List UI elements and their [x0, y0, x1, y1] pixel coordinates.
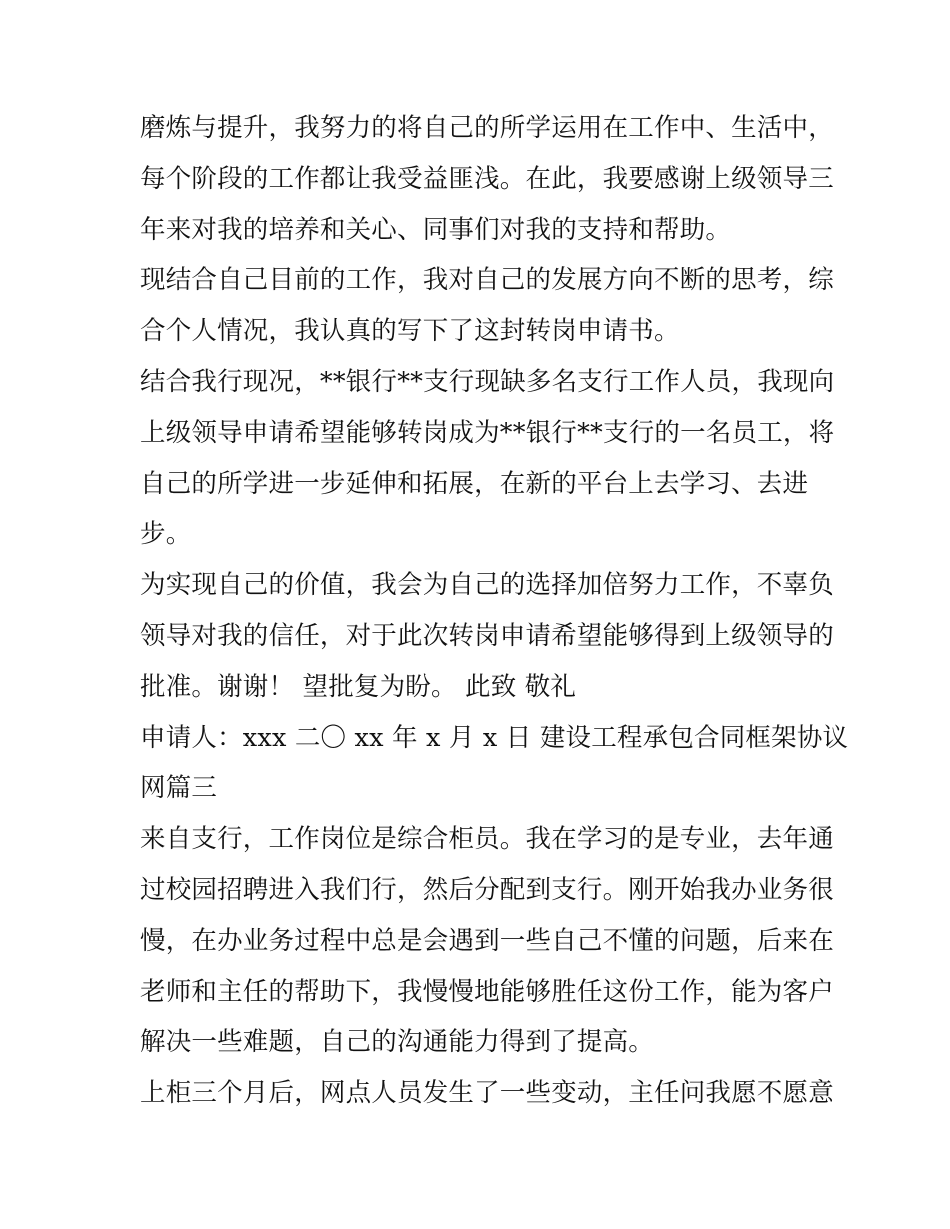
text-line: 步。 — [140, 519, 192, 550]
text-line: 现结合自己目前的工作，我对自己的发展方向不断的思考，综 — [140, 265, 834, 296]
text-line: 上柜三个月后，网点人员发生了一些变动，主任问我愿不愿意 — [140, 1078, 834, 1109]
text-line: 年来对我的培养和关心、同事们对我的支持和帮助。 — [140, 214, 732, 245]
text-line: 解决一些难题，自己的沟通能力得到了提高。 — [140, 1027, 655, 1058]
text-line: 结合我行现况，**银行**支行现缺多名支行工作人员，我现向 — [140, 366, 835, 397]
text-line: 申请人：xxx 二〇 xx 年 x 月 x 日 建设工程承包合同框架协议 — [140, 722, 849, 753]
text-line: 老师和主任的帮助下，我慢慢地能够胜任这份工作，能为客户 — [140, 976, 834, 1007]
text-line: 领导对我的信任，对于此次转岗申请希望能够得到上级领导的 — [140, 620, 834, 651]
text-line: 每个阶段的工作都让我受益匪浅。在此，我要感谢上级领导三 — [140, 163, 834, 194]
text-line: 过校园招聘进入我们行，然后分配到支行。刚开始我办业务很 — [140, 874, 834, 905]
text-line: 来自支行，工作岗位是综合柜员。我在学习的是专业，去年通 — [140, 824, 834, 855]
text-line: 上级领导申请希望能够转岗成为**银行**支行的一名员工，将 — [140, 417, 835, 448]
text-line: 磨炼与提升，我努力的将自己的所学运用在工作中、生活中， — [140, 113, 834, 143]
text-line: 为实现自己的价值，我会为自己的选择加倍努力工作，不辜负 — [140, 570, 834, 601]
text-line: 慢，在办业务过程中总是会遇到一些自己不懂的问题，后来在 — [140, 925, 834, 956]
text-line: 网篇三 — [140, 773, 218, 804]
text-line: 批准。谢谢！ 望批复为盼。 此致 敬礼 — [140, 671, 577, 702]
text-line: 自己的所学进一步延伸和拓展，在新的平台上去学习、去进 — [140, 468, 809, 499]
text-line: 合个人情况，我认真的写下了这封转岗申请书。 — [140, 316, 680, 347]
document-body — [140, 103, 849, 1119]
